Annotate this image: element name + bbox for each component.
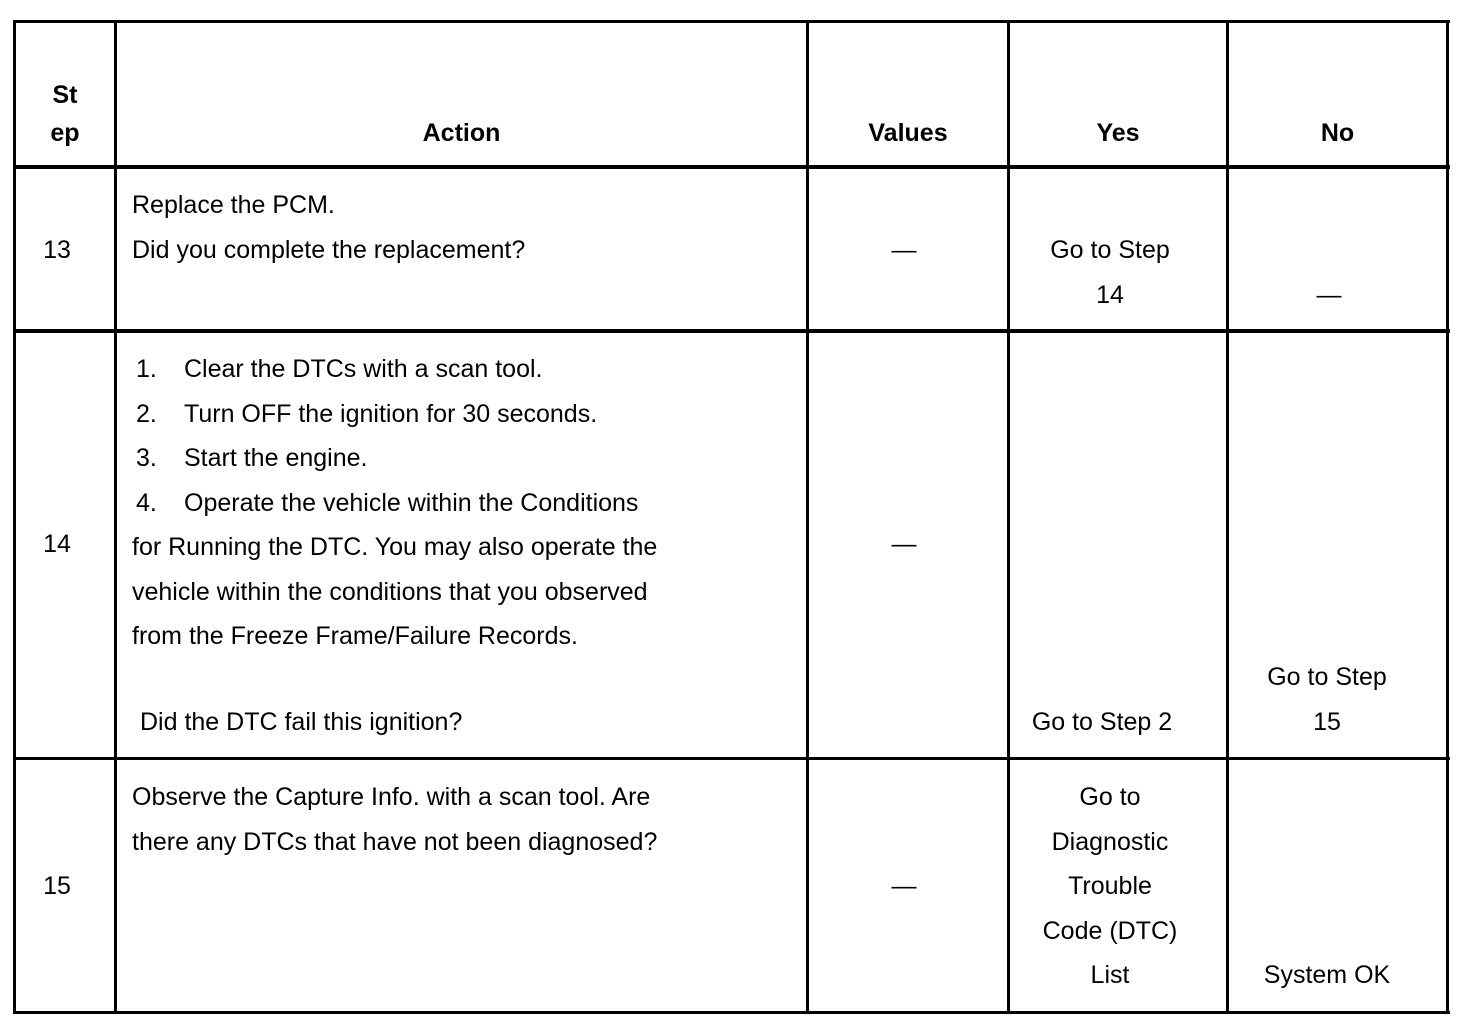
- list-item: [132, 347, 657, 392]
- row-13-yes-line1: Go to Step: [1050, 236, 1170, 264]
- list-item: [132, 392, 657, 437]
- header-bottom-border: [13, 165, 1450, 169]
- row-13-step: 13: [43, 236, 71, 264]
- list-item-number: 2.: [136, 399, 157, 428]
- row-15-yes-line5: List: [1090, 961, 1130, 989]
- list-item-text: Operate the vehicle within the Conditions: [184, 488, 639, 517]
- row-14-bottom-border: [13, 757, 1450, 760]
- header-step-line2: ep: [50, 119, 80, 147]
- table-top-border: [13, 20, 1450, 23]
- row-15-yes-line2: Diagnostic: [1051, 827, 1169, 856]
- row-15-step: 15: [43, 872, 71, 900]
- header-values: Values: [868, 119, 948, 147]
- row-15-yes-line1: Go to: [1079, 783, 1141, 811]
- row-15-action: [132, 775, 657, 864]
- row-14-action-question: Did the DTC fail this ignition?: [140, 708, 463, 736]
- row-15-values: —: [891, 872, 917, 900]
- list-item-text: Start the engine.: [184, 444, 368, 472]
- row-13-action: [132, 183, 525, 272]
- row-15-action-line2: there any DTCs that have not been diagnosed?: [132, 827, 658, 856]
- row-15-no: System OK: [1263, 961, 1391, 989]
- list-item: [132, 481, 657, 526]
- row-13-action-line1: Replace the PCM.: [132, 191, 335, 219]
- row-14-action-continuation-3: from the Freeze Frame/Failure Records.: [132, 622, 578, 650]
- list-item-text: Clear the DTCs with a scan tool.: [184, 355, 543, 383]
- row-15-yes-line4: Code (DTC): [1042, 916, 1178, 945]
- row-13-yes: [1010, 228, 1210, 317]
- list-item-text: Turn OFF the ignition for 30 seconds.: [184, 399, 598, 428]
- header-no: No: [1320, 119, 1355, 147]
- row-14-no-line2: 15: [1313, 707, 1341, 736]
- list-item: [132, 436, 657, 481]
- table-bottom-border: [13, 1011, 1450, 1014]
- row-15-action-line1: Observe the Capture Info. with a scan tool. Are: [132, 783, 651, 811]
- yes-no-divider: [1226, 20, 1229, 1014]
- row-13-bottom-border: [13, 329, 1450, 333]
- list-item-number: 1.: [136, 355, 157, 383]
- header-step-line1: St: [52, 81, 78, 109]
- row-13-values: —: [891, 236, 917, 264]
- row-13-no: —: [1316, 281, 1342, 309]
- row-15-yes: [1010, 775, 1210, 998]
- row-15-yes-line3: Trouble: [1068, 872, 1152, 900]
- row-14-values: —: [891, 530, 917, 558]
- header-action: Action: [422, 119, 501, 147]
- row-13-action-line2: Did you complete the replacement?: [132, 235, 526, 264]
- diagnostic-table: [13, 20, 1450, 1014]
- row-14-no-line1: Go to Step: [1267, 663, 1387, 691]
- row-13-yes-line2: 14: [1096, 280, 1124, 309]
- row-14-action-list: [132, 347, 657, 659]
- list-item-number: 3.: [136, 444, 157, 472]
- row-14-no: [1229, 655, 1425, 744]
- header-yes: Yes: [1096, 119, 1140, 147]
- row-14-action-continuation-1: for Running the DTC. You may also operate the: [132, 533, 658, 561]
- list-item-number: 4.: [136, 488, 157, 517]
- row-14-step: 14: [43, 530, 71, 558]
- step-action-divider: [114, 20, 117, 1014]
- table-right-border: [1446, 20, 1449, 1014]
- header-step: [16, 76, 114, 152]
- row-14-yes: Go to Step 2: [1031, 708, 1173, 736]
- row-14-action-continuation-2: vehicle within the conditions that you observed: [132, 577, 648, 606]
